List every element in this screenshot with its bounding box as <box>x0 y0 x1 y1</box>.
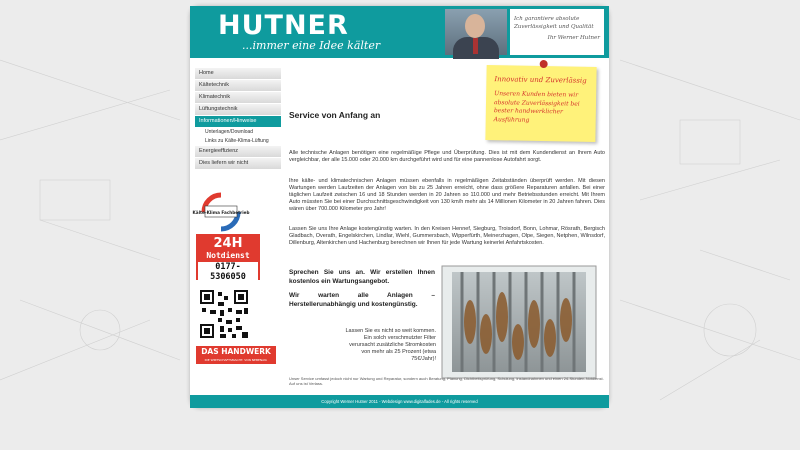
callout <box>289 269 435 315</box>
badge-text: Kälte-Klima Fachbetrieb <box>192 210 250 215</box>
photo-caption: Lassen Sie es nicht so weit kommen. Ein solch verschmutzter Filter verursacht zusätzliche Stromkosten von mehr als 25 Prozent (etwa 75€/Jahr)! <box>345 328 436 362</box>
nav-klimatechnik[interactable]: Klimatechnik <box>195 92 281 104</box>
nav-sub-links[interactable]: Links zu Kälte-Klima-Lüftung <box>195 137 281 146</box>
quote-line-2: Zuverlässigkeit und Qualität <box>514 24 594 30</box>
pin-icon <box>540 60 548 68</box>
nav-nicht-liefern[interactable]: Dies liefern wir nicht <box>195 158 281 170</box>
quote-line-1: Ich garantiere absolute <box>514 16 580 22</box>
quote-signature: Ihr Werner Hutner <box>547 35 600 41</box>
logo[interactable]: HUTNER <box>218 10 349 41</box>
notdienst-24h: 24H <box>213 236 243 251</box>
kaelte-klima-badge[interactable] <box>192 191 250 231</box>
header-quote <box>510 9 604 55</box>
paragraph-3: Lassen Sie uns Ihre Anlage kostengünstig warten. In den Kreisen Hennef, Siegburg, Troisdorf, Bonn, Lohmar, Rösrath, Bergisch Gladbach, Overath, Engelskirchen, Lindlar, Wiehl, Gummersbach, Wipperfürth, Meinerzhagen, Olpe, Siegen, Netphen, Wilnsdorf, Dillenburg, Altenkirchen und Hachenburg berechnen wir Ihnen für jede Wartung keinerlei Anfahrtskosten. <box>289 226 605 246</box>
nav-energieeffizienz[interactable]: Energieeffizienz <box>195 146 281 158</box>
dirty-filter-photo <box>438 262 600 382</box>
page-title: Service von Anfang an <box>289 110 381 120</box>
owner-photo <box>445 9 507 55</box>
notdienst-phone[interactable]: 0177-5306050 <box>198 262 258 282</box>
slogan: ...immer eine Idee kälter <box>242 39 381 52</box>
sticky-note <box>485 65 596 142</box>
callout-2: Wir warten alle Anlagen – Herstellerunabhängig und kostengünstig. <box>289 292 435 308</box>
site-header <box>190 6 609 58</box>
site-footer: Copyright Werner Hutner 2011 - Webdesign www.digitalfades.de - All rights reserved <box>190 395 609 408</box>
handwerk-subtitle: DIE WIRTSCHAFTSMACHT. VON NEBENAN. <box>204 358 268 362</box>
page-container <box>190 6 609 408</box>
paragraph-2: Ihre kälte- und klimatechnischen Anlagen müssen ebenfalls in regelmäßigen Zeitabständen überprüft werden. Mit diesen Wartungen werden Laufzeiten der Anlagen von bis zu 25 Jahren erreicht, ohne dass größere Reparaturen anfallen. Bei einer täglichen Laufzeit zwischen 16 und 18 Stunden werden in 20 Jahren so 110.000 und mehr Betriebsstunden erreicht. Mit Ihrem Auto müssten Sie bei einer Durchschnittsgeschwindigkeit von 130 km/h mehr als 14 Millionen Kilometer in 20 Jahren fahren. Dies wären über 700.000 Kilometer pro Jahr! <box>289 178 605 212</box>
footnote: Unser Service umfasst jedoch nicht nur Wartung und Reparatur, sondern auch Beratung, Planung, Dichtheitsprüfung, Schulung, Instandnahmen und einen 24-Stunden-Notdienst. Auf uns ist Verlass. <box>289 376 604 386</box>
nav-sub-unterlagen[interactable]: Unterlagen/Download <box>195 128 281 137</box>
nav-lueftungstechnik[interactable]: Lüftungstechnik <box>195 104 281 116</box>
nav-informationen[interactable]: Informationen/Hinweise <box>195 116 281 128</box>
handwerk-logo[interactable] <box>196 346 276 364</box>
qr-code-icon[interactable] <box>198 288 250 340</box>
notdienst-box[interactable] <box>196 234 260 280</box>
nav-home[interactable]: Home <box>195 68 281 80</box>
callout-1: Sprechen Sie uns an. Wir erstellen Ihnen kostenlos ein Wartungsangebot. <box>289 269 435 285</box>
paragraph-1: Alle technische Anlagen benötigen eine regelmäßige Pflege und Überprüfung. Dies ist mit dem Kundendienst an Ihrem Auto vergleichbar, der alle 15.000 oder 20.000 km durchgeführt wird und für eine pannenlose Autofahrt sorgt. <box>289 150 605 163</box>
handwerk-title: DAS HANDWERK <box>201 347 271 356</box>
nav-kaeltetechnik[interactable]: Kältetechnik <box>195 80 281 92</box>
sidebar-nav <box>195 68 281 170</box>
notdienst-label: Notdienst <box>206 251 250 260</box>
sticky-title: Innovativ und Zuverlässig <box>494 75 587 85</box>
sticky-body: Unseren Kunden bieten wir absolute Zuverlässigkeit bei bester handwerklicher Ausführung <box>493 90 580 124</box>
